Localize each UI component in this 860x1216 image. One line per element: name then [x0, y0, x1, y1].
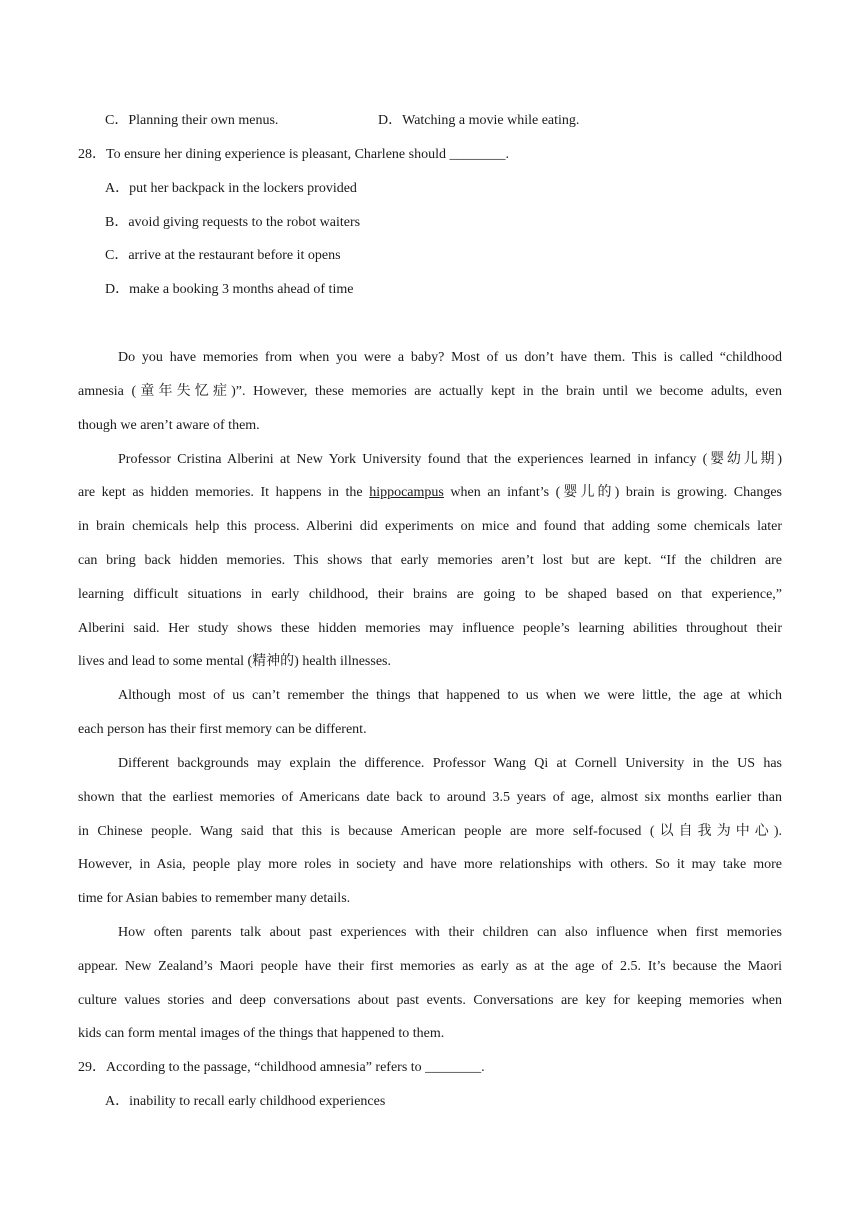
p2-line-1: Professor Cristina Alberini at New York University found that the experiences learned in infancy (婴幼儿期): [118, 452, 782, 467]
p2-line-7: lives and lead to some mental (精神的) health illnesses.: [78, 654, 391, 669]
p4-line-2: shown that the earliest memories of Americans date back to around 3.5 years of age, almost six months earlier than: [78, 790, 782, 805]
p4-line-3: in Chinese people. Wang said that this is because American people are more self-focused (以自我为中心).: [78, 824, 782, 839]
p3-line-1: Although most of us can’t remember the things that happened to us when we were little, the age at which: [118, 688, 782, 703]
q28-option-a: A．put her backpack in the lockers provided: [105, 181, 357, 196]
q28-option-d: D．make a booking 3 months ahead of time: [105, 282, 354, 297]
hippocampus-word: hippocampus: [369, 485, 444, 500]
p2-line-2: [78, 483, 782, 503]
p4-line-4: However, in Asia, people play more roles in society and have more relationships with others. So it may take more: [78, 857, 782, 872]
p2-line-6: Alberini said. Her study shows these hidden memories may influence people’s learning abilities throughout their: [78, 621, 782, 636]
q27-option-c: C．Planning their own menus.: [105, 113, 279, 128]
p2-line-3: in brain chemicals help this process. Alberini did experiments on mice and found that adding some chemicals later: [78, 519, 782, 534]
p5-line-2: appear. New Zealand’s Maori people have their first memories as early as at the age of 2.5. It’s because the Maori: [78, 959, 782, 974]
p1-line-3: though we aren’t aware of them.: [78, 418, 260, 433]
q28-stem: 28．To ensure her dining experience is pleasant, Charlene should ________.: [78, 147, 509, 162]
p2-line-2-post: when an infant’s (婴儿的) brain is growing. Changes: [443, 485, 782, 500]
p5-line-4: kids can form mental images of the things that happened to them.: [78, 1026, 445, 1041]
q28-option-c: C．arrive at the restaurant before it opens: [105, 248, 341, 263]
p1-line-1: Do you have memories from when you were a baby? Most of us don’t have them. This is called “childhood: [118, 350, 782, 365]
p3-line-2: each person has their first memory can be different.: [78, 722, 367, 737]
p5-line-1: How often parents talk about past experiences with their children can also influence when first memories: [118, 925, 782, 940]
p4-line-5: time for Asian babies to remember many details.: [78, 891, 351, 906]
q29-stem: 29．According to the passage, “childhood amnesia” refers to ________.: [78, 1060, 485, 1075]
p1-line-2: amnesia (童年失忆症)”. However, these memories are actually kept in the brain until we become adults, even: [78, 384, 782, 399]
q29-option-a: A．inability to recall early childhood experiences: [105, 1094, 386, 1109]
q28-option-b: B．avoid giving requests to the robot waiters: [105, 215, 361, 230]
p2-line-4: can bring back hidden memories. This shows that early memories aren’t lost but are kept. “If the children are: [78, 553, 782, 568]
p4-line-1: Different backgrounds may explain the difference. Professor Wang Qi at Cornell University in the US has: [118, 756, 782, 771]
p2-line-2-pre: are kept as hidden memories. It happens in the: [78, 485, 370, 500]
p5-line-3: culture values stories and deep conversations about past events. Conversations are key for keeping memories when: [78, 993, 782, 1008]
q27-option-d: D．Watching a movie while eating.: [378, 113, 580, 128]
p2-line-5: learning difficult situations in early childhood, their brains are going to be shaped based on that experience,”: [78, 587, 782, 602]
